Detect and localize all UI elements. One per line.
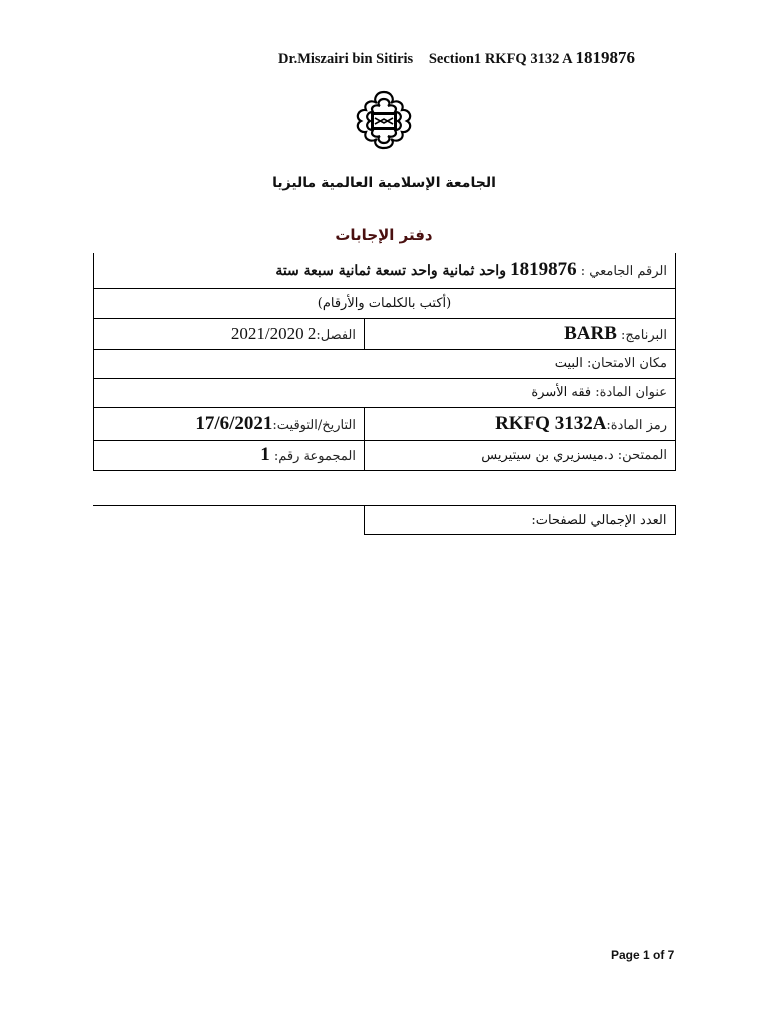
write-note-row [94, 288, 676, 318]
student-id-label: الرقم الجامعي : [580, 264, 667, 280]
subject-code-value: RKFQ 3132A [495, 412, 607, 434]
document-title: دفتر الإجابات [335, 226, 433, 244]
group-value: 1 [260, 444, 270, 465]
student-id-row [94, 253, 676, 288]
iium-emblem-icon [346, 88, 422, 150]
exam-place-row [94, 349, 676, 378]
course-code: RKFQ 3132 A [484, 51, 572, 67]
subject-title-value: فقه الأسرة [531, 385, 592, 400]
exam-place-label: مكان الامتحان: [587, 356, 667, 371]
examiner-value: د.ميسزيري بن سيتيريس [481, 447, 614, 463]
examiner-label: الممتحن: [617, 447, 667, 463]
program-row [94, 318, 676, 349]
subject-code-label: رمز المادة: [606, 417, 667, 433]
group-label: المجموعة رقم: [273, 449, 356, 464]
subject-code-row [94, 407, 676, 440]
student-id-value: 1819876 [510, 259, 577, 281]
program-value: BARB [564, 322, 617, 344]
semester-value: 2 2021/2020 [230, 323, 317, 343]
examiner-row [94, 440, 676, 470]
total-pages-box [93, 505, 676, 535]
document-header [278, 48, 635, 68]
university-name: الجامعة الإسلامية العالمية ماليزيا [272, 175, 496, 191]
answer-book-form [93, 253, 676, 471]
exam-place-value: البيت [554, 356, 583, 371]
date-label: التاريخ/التوقيت: [272, 417, 356, 433]
program-label: البرنامج: [621, 327, 667, 343]
date-value: 17/6/2021 [195, 412, 273, 434]
page-number: Page 1 of 7 [611, 948, 675, 962]
section-label: Section1 [428, 51, 482, 67]
student-id-words: واحد ثمانية واحد تسعة ثمانية سبعة ستة [275, 263, 506, 280]
subject-title-row [94, 378, 676, 407]
semester-label: الفصل: [316, 327, 356, 343]
write-note: (أكتب بالكلمات والأرقام) [317, 295, 452, 311]
header-student-id: 1819876 [575, 48, 635, 67]
total-pages-label: العدد الإجمالي للصفحات: [531, 512, 667, 528]
subject-title-label: عنوان المادة: [595, 385, 667, 400]
lecturer-name: Dr.Miszairi bin Sitiris [278, 51, 414, 67]
